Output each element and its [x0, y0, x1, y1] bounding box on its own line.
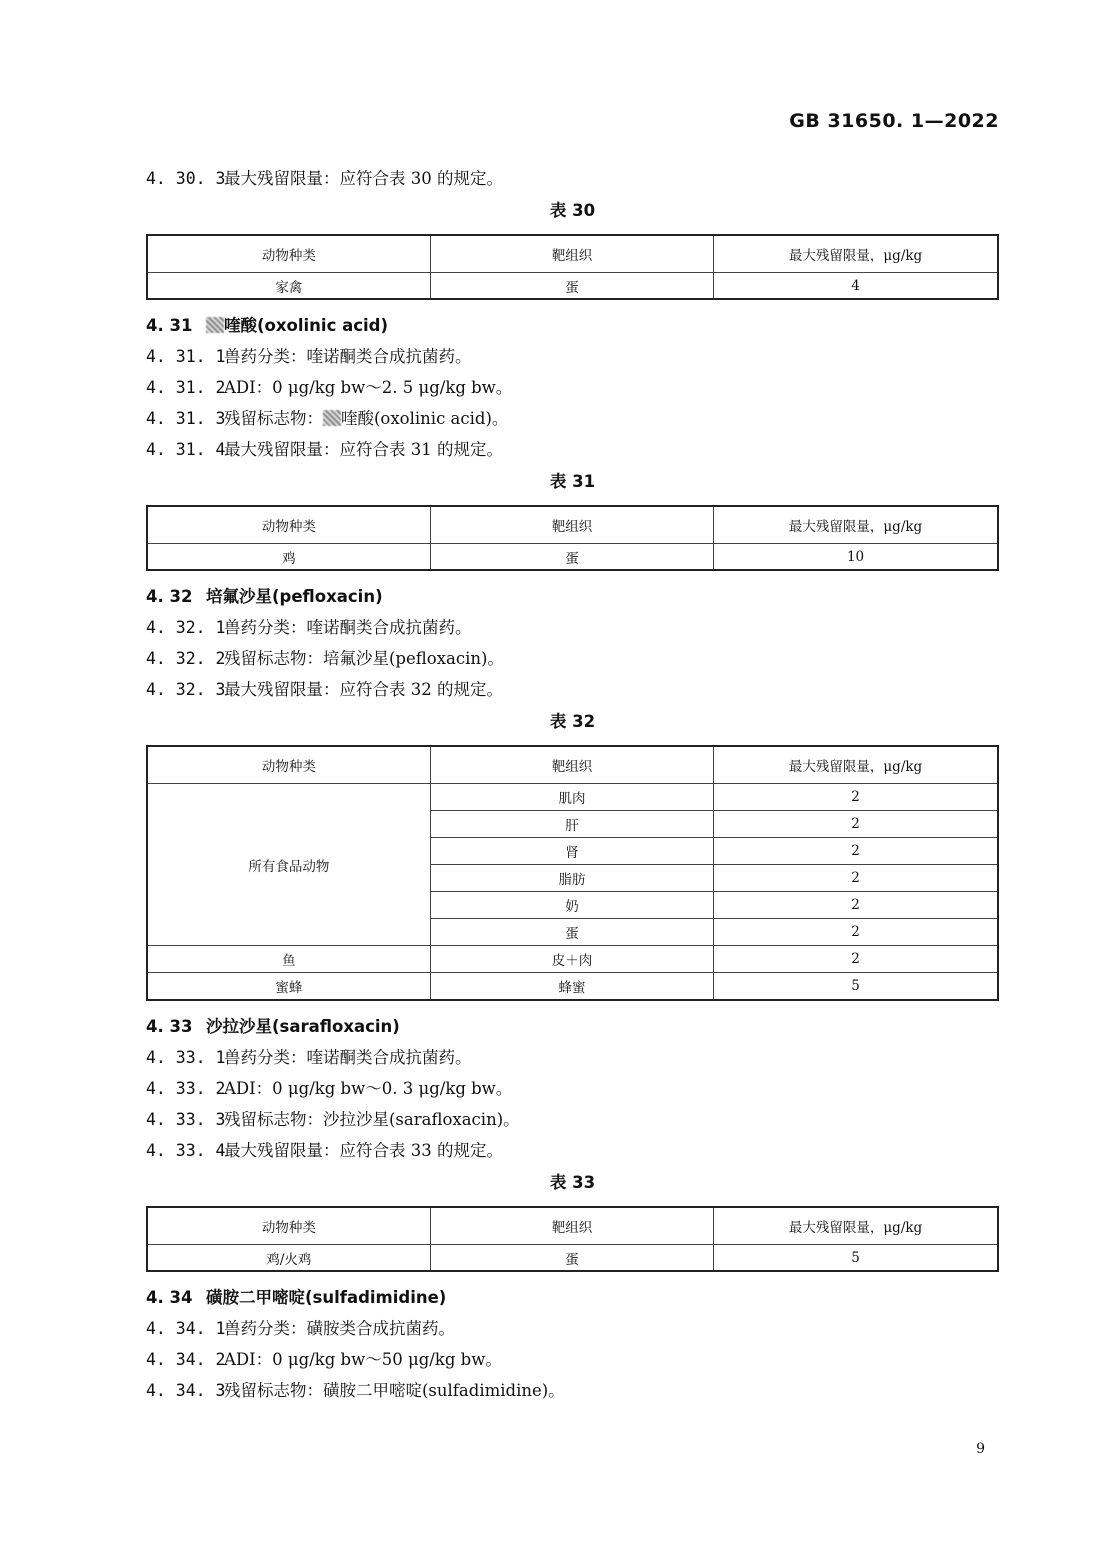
clause-number: 4. 33: [146, 1017, 193, 1036]
table-row: [147, 273, 998, 300]
table-row: [147, 544, 998, 571]
table-32-caption: 表 32: [549, 712, 596, 731]
table-30: [146, 234, 999, 300]
clause-text: 残留标志物：沙拉沙星(sarafloxacin)。: [224, 1110, 520, 1129]
header-animal: 动物种类: [147, 1207, 430, 1245]
obscured-character-icon: [206, 317, 224, 333]
cell-tissue: 肝: [430, 811, 713, 838]
table-33-caption: 表 33: [549, 1173, 596, 1192]
clause-title: 沙拉沙星(sarafloxacin): [206, 1017, 400, 1036]
cell-mrl: 10: [714, 544, 998, 571]
clause-text: 最大残留限量：应符合表 31 的规定。: [224, 440, 503, 459]
clause-number: 4. 33. 4: [146, 1141, 226, 1160]
header-tissue: 靶组织: [430, 506, 713, 544]
cell-mrl: 4: [714, 273, 998, 300]
clause-number: 4. 32. 3: [146, 680, 226, 699]
cell-tissue: 蜂蜜: [430, 973, 713, 1001]
clause-number: 4. 31: [146, 316, 193, 335]
cell-tissue: 脂肪: [430, 865, 713, 892]
table-row: [147, 973, 998, 1001]
header-animal: 动物种类: [147, 235, 430, 273]
table-33: [146, 1206, 999, 1272]
header-mrl: 最大残留限量，μg/kg: [714, 506, 998, 544]
clause-4-34-1: [146, 1313, 999, 1344]
clause-4-32-3: [146, 674, 999, 705]
table-32: [146, 745, 999, 1001]
clause-number: 4. 33. 1: [146, 1048, 226, 1067]
clause-number: 4. 32. 1: [146, 618, 226, 637]
clause-number: 4. 30. 3: [146, 169, 226, 188]
cell-tissue: 蛋: [430, 1245, 713, 1272]
cell-tissue: 皮＋肉: [430, 946, 713, 973]
clause-4-32-1: [146, 612, 999, 643]
table-row: [147, 784, 998, 811]
clause-4-32: [146, 581, 999, 612]
cell-mrl: 2: [714, 946, 998, 973]
clause-4-31-1: [146, 341, 999, 372]
header-mrl: 最大残留限量，μg/kg: [714, 746, 998, 784]
clause-4-31-2: [146, 372, 999, 403]
table-31: [146, 505, 999, 571]
cell-tissue: 肾: [430, 838, 713, 865]
cell-mrl: 2: [714, 892, 998, 919]
table-header-row: [147, 235, 998, 273]
header-mrl: 最大残留限量，μg/kg: [714, 1207, 998, 1245]
table-header-row: [147, 1207, 998, 1245]
clause-text: 残留标志物：: [224, 409, 323, 428]
clause-title: 喹酸(oxolinic acid): [224, 316, 389, 335]
header-tissue: 靶组织: [430, 746, 713, 784]
clause-4-34-2: [146, 1344, 999, 1375]
cell-animal: 家禽: [147, 273, 430, 300]
clause-text: 残留标志物：磺胺二甲嘧啶(sulfadimidine)。: [224, 1381, 565, 1400]
cell-animal: 蜜蜂: [147, 973, 430, 1001]
obscured-character-icon: [323, 410, 341, 426]
clause-number: 4. 34. 1: [146, 1319, 226, 1338]
clause-number: 4. 34: [146, 1288, 193, 1307]
clause-4-30-3: [146, 163, 999, 194]
cell-tissue: 蛋: [430, 544, 713, 571]
clause-text: 兽药分类：喹诺酮类合成抗菌药。: [224, 618, 472, 637]
cell-animal: 鸡: [147, 544, 430, 571]
clause-4-31-3: [146, 403, 999, 434]
cell-mrl: 2: [714, 811, 998, 838]
cell-mrl: 5: [714, 973, 998, 1001]
cell-animal: 鸡/火鸡: [147, 1245, 430, 1272]
cell-mrl: 5: [714, 1245, 998, 1272]
clause-text: 最大残留限量：应符合表 33 的规定。: [224, 1141, 503, 1160]
clause-number: 4. 31. 1: [146, 347, 226, 366]
clause-text: ADI：0 μg/kg bw～2. 5 μg/kg bw。: [224, 378, 513, 397]
cell-mrl: 2: [714, 865, 998, 892]
clause-title: 培氟沙星(pefloxacin): [206, 587, 383, 606]
clause-text: 兽药分类：喹诺酮类合成抗菌药。: [224, 1048, 472, 1067]
clause-text-continued: 喹酸(oxolinic acid)。: [341, 409, 509, 428]
table-30-caption: 表 30: [549, 201, 596, 220]
clause-4-34: [146, 1282, 999, 1313]
clause-text: 残留标志物：培氟沙星(pefloxacin)。: [224, 649, 504, 668]
clause-text: ADI：0 μg/kg bw～50 μg/kg bw。: [224, 1350, 502, 1369]
clause-number: 4. 34. 2: [146, 1350, 226, 1369]
table-header-row: [147, 506, 998, 544]
clause-text: ADI：0 μg/kg bw～0. 3 μg/kg bw。: [224, 1079, 513, 1098]
clause-title: 磺胺二甲嘧啶(sulfadimidine): [206, 1288, 447, 1307]
clause-number: 4. 32. 2: [146, 649, 226, 668]
cell-animal-group: 所有食品动物: [147, 784, 430, 946]
header-tissue: 靶组织: [430, 235, 713, 273]
standard-number: GB 31650. 1—2022: [789, 110, 999, 132]
cell-tissue: 奶: [430, 892, 713, 919]
clause-number: 4. 33. 3: [146, 1110, 226, 1129]
table-header-row: [147, 746, 998, 784]
header-animal: 动物种类: [147, 746, 430, 784]
clause-4-33-3: [146, 1104, 999, 1135]
clause-text: 兽药分类：磺胺类合成抗菌药。: [224, 1319, 455, 1338]
clause-text: 兽药分类：喹诺酮类合成抗菌药。: [224, 347, 472, 366]
clause-text: 最大残留限量：应符合表 30 的规定。: [224, 169, 503, 188]
header-mrl: 最大残留限量，μg/kg: [714, 235, 998, 273]
clause-4-33-1: [146, 1042, 999, 1073]
header-tissue: 靶组织: [430, 1207, 713, 1245]
cell-tissue: 肌肉: [430, 784, 713, 811]
clause-4-31-4: [146, 434, 999, 465]
clause-4-34-3: [146, 1375, 999, 1406]
clause-number: 4. 34. 3: [146, 1381, 226, 1400]
cell-tissue: 蛋: [430, 273, 713, 300]
table-row: [147, 946, 998, 973]
cell-mrl: 2: [714, 838, 998, 865]
clause-number: 4. 33. 2: [146, 1079, 226, 1098]
header-animal: 动物种类: [147, 506, 430, 544]
document-body: [146, 163, 999, 1406]
clause-number: 4. 32: [146, 587, 193, 606]
table-row: [147, 1245, 998, 1272]
clause-number: 4. 31. 2: [146, 378, 226, 397]
clause-4-33-2: [146, 1073, 999, 1104]
clause-4-31: [146, 310, 999, 341]
clause-text: 最大残留限量：应符合表 32 的规定。: [224, 680, 503, 699]
clause-4-33-4: [146, 1135, 999, 1166]
page-number: 9: [976, 1441, 985, 1457]
table-31-caption: 表 31: [549, 472, 596, 491]
cell-mrl: 2: [714, 919, 998, 946]
clause-number: 4. 31. 4: [146, 440, 226, 459]
cell-animal: 鱼: [147, 946, 430, 973]
clause-4-32-2: [146, 643, 999, 674]
clause-number: 4. 31. 3: [146, 409, 226, 428]
cell-mrl: 2: [714, 784, 998, 811]
clause-4-33: [146, 1011, 999, 1042]
cell-tissue: 蛋: [430, 919, 713, 946]
